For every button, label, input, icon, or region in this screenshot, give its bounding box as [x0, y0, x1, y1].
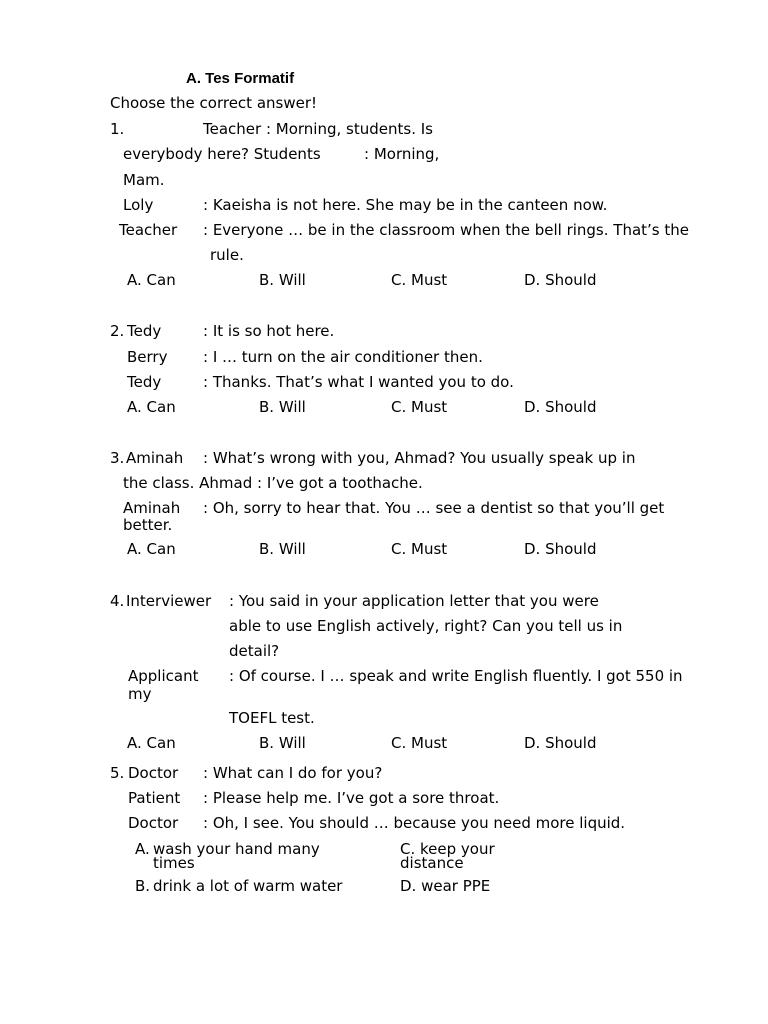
speaker-name: Doctor [128, 814, 179, 832]
dialogue-line: : You said in your application letter that you were [229, 592, 599, 610]
answer-option-d[interactable]: D. wear PPE [400, 877, 491, 895]
speaker-name: Aminah [126, 449, 184, 467]
speaker-name: Tedy [127, 322, 162, 340]
answer-option-b[interactable]: B. Will [259, 540, 306, 558]
answer-option-c[interactable]: C. Must [391, 271, 448, 289]
dialogue-line: : Oh, sorry to hear that. You … see a dentist so that you’ll get [203, 499, 665, 517]
answer-option-d[interactable]: D. Should [524, 734, 597, 752]
dialogue-line: : It is so hot here. [203, 322, 335, 340]
answer-option-b[interactable]: B. Will [259, 398, 306, 416]
answer-option-c-cont[interactable]: distance [400, 854, 464, 872]
answer-option-a[interactable]: A. Can [127, 271, 176, 289]
question-number: 3. [110, 449, 125, 467]
speaker-name: Loly [123, 196, 154, 214]
dialogue-line: : Of course. I … speak and write English fluently. I got 550 in [229, 667, 683, 685]
dialogue-line: everybody here? Students [123, 145, 321, 163]
dialogue-line: : Oh, I see. You should … because you need more liquid. [203, 814, 626, 832]
answer-option-a-letter[interactable]: A. [135, 840, 150, 858]
dialogue-line: able to use English actively, right? Can you tell us in [229, 617, 623, 635]
question-number: 5. [110, 764, 125, 782]
answer-option-c[interactable]: C. Must [391, 398, 448, 416]
dialogue-line: : Kaeisha is not here. She may be in the canteen now. [203, 196, 608, 214]
answer-option-a[interactable]: A. Can [127, 734, 176, 752]
answer-option-b[interactable]: drink a lot of warm water [153, 877, 343, 895]
dialogue-line: rule. [210, 246, 244, 264]
speaker-name: Applicant [128, 667, 199, 685]
dialogue-line: TOEFL test. [229, 709, 315, 727]
section-title: A. Tes Formatif [186, 70, 295, 87]
answer-option-a-cont[interactable]: times [153, 854, 195, 872]
answer-option-c[interactable]: C. Must [391, 734, 448, 752]
answer-option-d[interactable]: D. Should [524, 398, 597, 416]
answer-option-d[interactable]: D. Should [524, 271, 597, 289]
answer-option-c[interactable]: C. Must [391, 540, 448, 558]
speaker-name: Berry [127, 348, 168, 366]
answer-option-b[interactable]: B. Will [259, 734, 306, 752]
dialogue-line: : I … turn on the air conditioner then. [203, 348, 483, 366]
dialogue-line: my [128, 685, 152, 703]
dialogue-line: : Thanks. That’s what I wanted you to do. [203, 373, 514, 391]
question-number: 1. [110, 120, 125, 138]
answer-option-d[interactable]: D. Should [524, 540, 597, 558]
answer-option-a[interactable]: A. Can [127, 398, 176, 416]
dialogue-line: detail? [229, 642, 280, 660]
dialogue-line: : Please help me. I’ve got a sore throat. [203, 789, 500, 807]
dialogue-line: better. [123, 516, 173, 534]
question-number: 4. [110, 592, 125, 610]
question-number: 2. [110, 322, 125, 340]
dialogue-line: : Morning, [364, 145, 440, 163]
dialogue-line: : What can I do for you? [203, 764, 383, 782]
instruction: Choose the correct answer! [110, 94, 318, 112]
speaker-name: Interviewer [126, 592, 212, 610]
answer-option-c[interactable]: C. keep your [400, 840, 495, 858]
dialogue-line: : Everyone … be in the classroom when the bell rings. That’s the [203, 221, 689, 239]
dialogue-line: Teacher : Morning, students. Is [203, 120, 433, 138]
speaker-name: Doctor [128, 764, 179, 782]
answer-option-a[interactable]: A. Can [127, 540, 176, 558]
answer-option-b-letter[interactable]: B. [135, 877, 151, 895]
speaker-name: Tedy [127, 373, 162, 391]
dialogue-line: : What’s wrong with you, Ahmad? You usually speak up in [203, 449, 636, 467]
speaker-name: Teacher [119, 221, 178, 239]
speaker-name: Aminah [123, 499, 181, 517]
answer-option-b[interactable]: B. Will [259, 271, 306, 289]
dialogue-line: the class. Ahmad : I’ve got a toothache. [123, 474, 423, 492]
dialogue-line: Mam. [123, 171, 165, 189]
speaker-name: Patient [128, 789, 181, 807]
answer-option-a[interactable]: wash your hand many [153, 840, 320, 858]
